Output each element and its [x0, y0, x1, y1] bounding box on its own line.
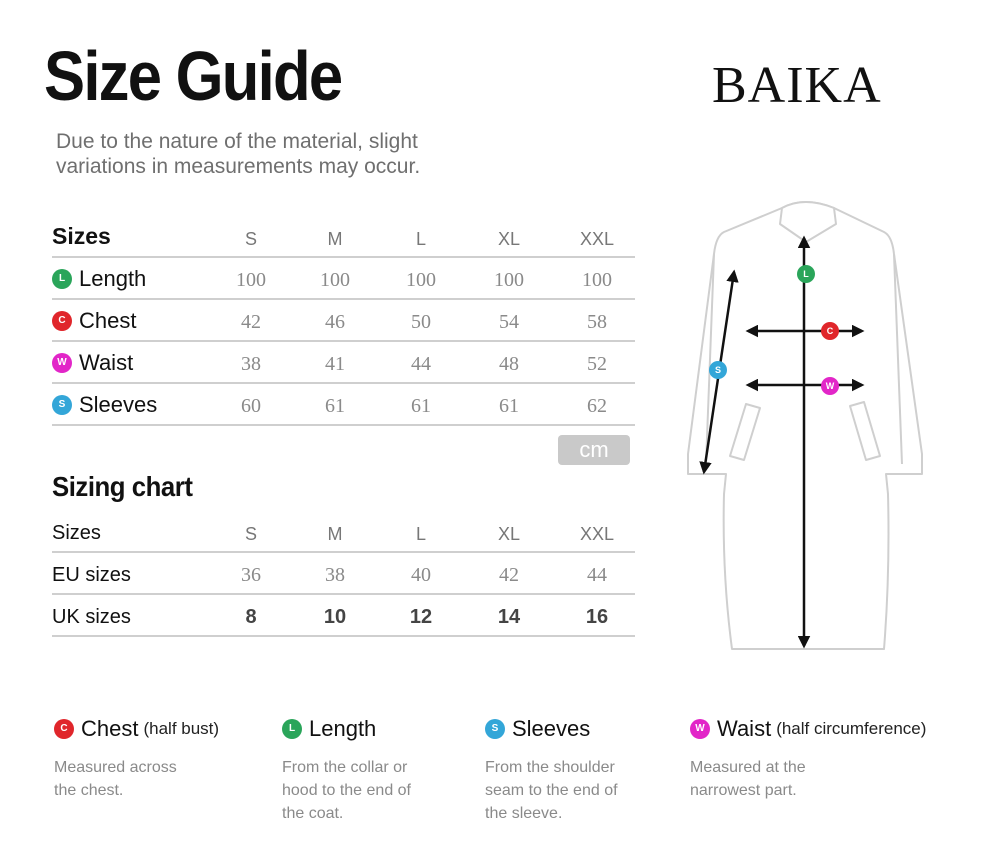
waist-badge-icon: W — [52, 353, 72, 373]
legend-length — [282, 716, 411, 825]
length-badge-icon: L — [282, 719, 302, 739]
table-row-waist — [52, 342, 635, 384]
table-cell: 36 — [241, 564, 261, 586]
row-label-text: Sleeves — [79, 392, 158, 417]
legend-heading — [282, 716, 411, 742]
table-cell: 44 — [411, 353, 431, 375]
column-header-xl: XL — [497, 229, 521, 249]
legend-desc-line: Measured across — [54, 759, 177, 776]
svg-text:L: L — [803, 269, 809, 279]
table-cell: 46 — [325, 311, 345, 333]
legend-waist — [690, 716, 926, 802]
table-cell: 52 — [587, 353, 607, 375]
legend-description — [282, 756, 411, 825]
unit-badge: cm — [558, 435, 630, 465]
legend-description — [690, 756, 926, 802]
table-cell: 100 — [494, 269, 524, 291]
sleeves-marker-icon — [709, 361, 727, 379]
table-cell: 41 — [325, 353, 345, 375]
column-header-sizes: Sizes — [52, 223, 111, 249]
column-header-l: L — [415, 524, 426, 544]
legend-description — [54, 756, 219, 802]
coat-diagram — [684, 194, 928, 656]
svg-text:W: W — [825, 381, 835, 391]
table-header-row — [52, 511, 635, 553]
sizing-chart-table — [52, 511, 635, 637]
column-header-xxl: XXL — [579, 524, 615, 544]
table-cell: 48 — [499, 353, 519, 375]
chest-badge-icon: C — [54, 719, 74, 739]
table-cell: 10 — [323, 606, 347, 628]
table-cell: 44 — [587, 564, 607, 586]
length-badge-icon: L — [52, 269, 72, 289]
column-header-l: L — [415, 229, 426, 249]
column-header-sizes: Sizes — [52, 522, 101, 544]
legend-label: Length — [309, 716, 377, 741]
table-cell: 14 — [497, 606, 521, 628]
table-header-row — [52, 216, 635, 258]
table-cell: 100 — [236, 269, 266, 291]
table-cell: 60 — [241, 395, 261, 417]
length-marker-icon — [797, 265, 815, 283]
svg-text:S: S — [714, 365, 722, 375]
table-cell: 42 — [241, 311, 261, 333]
legend-desc-line: From the shoulder — [485, 759, 615, 776]
table-cell: 61 — [325, 395, 345, 417]
chest-badge-icon: C — [52, 311, 72, 331]
legend-description — [485, 756, 618, 825]
table-cell: 42 — [499, 564, 519, 586]
legend-desc-line: Measured at the — [690, 759, 806, 776]
table-cell: 62 — [587, 395, 607, 417]
row-label-uk: UK sizes — [52, 606, 131, 628]
legend-desc-line: From the collar or — [282, 759, 408, 776]
sizing-chart-title: Sizing chart — [52, 471, 193, 502]
chest-marker-icon — [821, 322, 839, 340]
legend-heading — [485, 716, 618, 742]
brand-logo: BAIKA — [712, 57, 882, 114]
table-row-eu — [52, 553, 635, 595]
column-header-s: S — [244, 524, 257, 544]
table-cell: 100 — [320, 269, 350, 291]
coat-illustration — [684, 194, 928, 656]
table-cell: 38 — [241, 353, 261, 375]
table-cell: 61 — [411, 395, 431, 417]
row-label-text: Waist — [79, 350, 134, 375]
row-label-sleeves — [52, 392, 157, 418]
legend-label: Sleeves — [512, 716, 591, 741]
table-cell: 100 — [582, 269, 612, 291]
table-row-chest — [52, 300, 635, 342]
svg-text:C: C — [826, 326, 834, 336]
table-cell: 40 — [411, 564, 431, 586]
legend-desc-line: hood to the end of — [282, 782, 411, 799]
legend-desc-line: the sleeve. — [485, 805, 563, 822]
measurements-table — [52, 216, 635, 426]
sleeves-badge-icon: S — [485, 719, 505, 739]
table-cell: 58 — [587, 311, 607, 333]
legend-chest — [54, 716, 219, 802]
row-label-text: Chest — [79, 308, 137, 333]
legend-desc-line: narrowest part. — [690, 782, 797, 799]
row-label-length — [52, 266, 146, 292]
legend-label: Chest — [81, 716, 139, 741]
legend-label: Waist — [717, 716, 772, 741]
legend-desc-line: the chest. — [54, 782, 124, 799]
sleeves-badge-icon: S — [52, 395, 72, 415]
legend-desc-line: the coat. — [282, 805, 344, 822]
table-cell: 38 — [325, 564, 345, 586]
table-row-uk — [52, 595, 635, 637]
table-cell: 8 — [245, 606, 257, 628]
page-title: Size Guide — [44, 37, 342, 115]
waist-marker-icon — [821, 377, 839, 395]
table-cell: 12 — [409, 606, 433, 628]
table-cell: 54 — [499, 311, 519, 333]
row-label-eu: EU sizes — [52, 564, 131, 586]
column-header-xxl: XXL — [579, 229, 615, 249]
legend-sleeves — [485, 716, 618, 825]
subtitle-line: Due to the nature of the material, slight — [56, 130, 418, 153]
table-row-sleeves — [52, 384, 635, 426]
table-cell: 50 — [411, 311, 431, 333]
waist-badge-icon: W — [690, 719, 710, 739]
subtitle-line: variations in measurements may occur. — [56, 155, 421, 178]
legend-note: (half circumference) — [776, 719, 927, 738]
row-label-chest — [52, 308, 136, 334]
legend-heading — [54, 716, 219, 742]
legend-desc-line: seam to the end of — [485, 782, 618, 799]
column-header-m: M — [327, 524, 343, 544]
column-header-s: S — [244, 229, 257, 249]
column-header-m: M — [327, 229, 343, 249]
table-cell: 100 — [406, 269, 436, 291]
table-cell: 16 — [585, 606, 609, 628]
table-cell: 61 — [499, 395, 519, 417]
column-header-xl: XL — [497, 524, 521, 544]
table-row-length — [52, 258, 635, 300]
row-label-text: Length — [79, 266, 147, 291]
legend-heading — [690, 716, 926, 742]
row-label-waist — [52, 350, 133, 376]
subtitle — [56, 129, 526, 179]
legend-note: (half bust) — [143, 719, 220, 738]
